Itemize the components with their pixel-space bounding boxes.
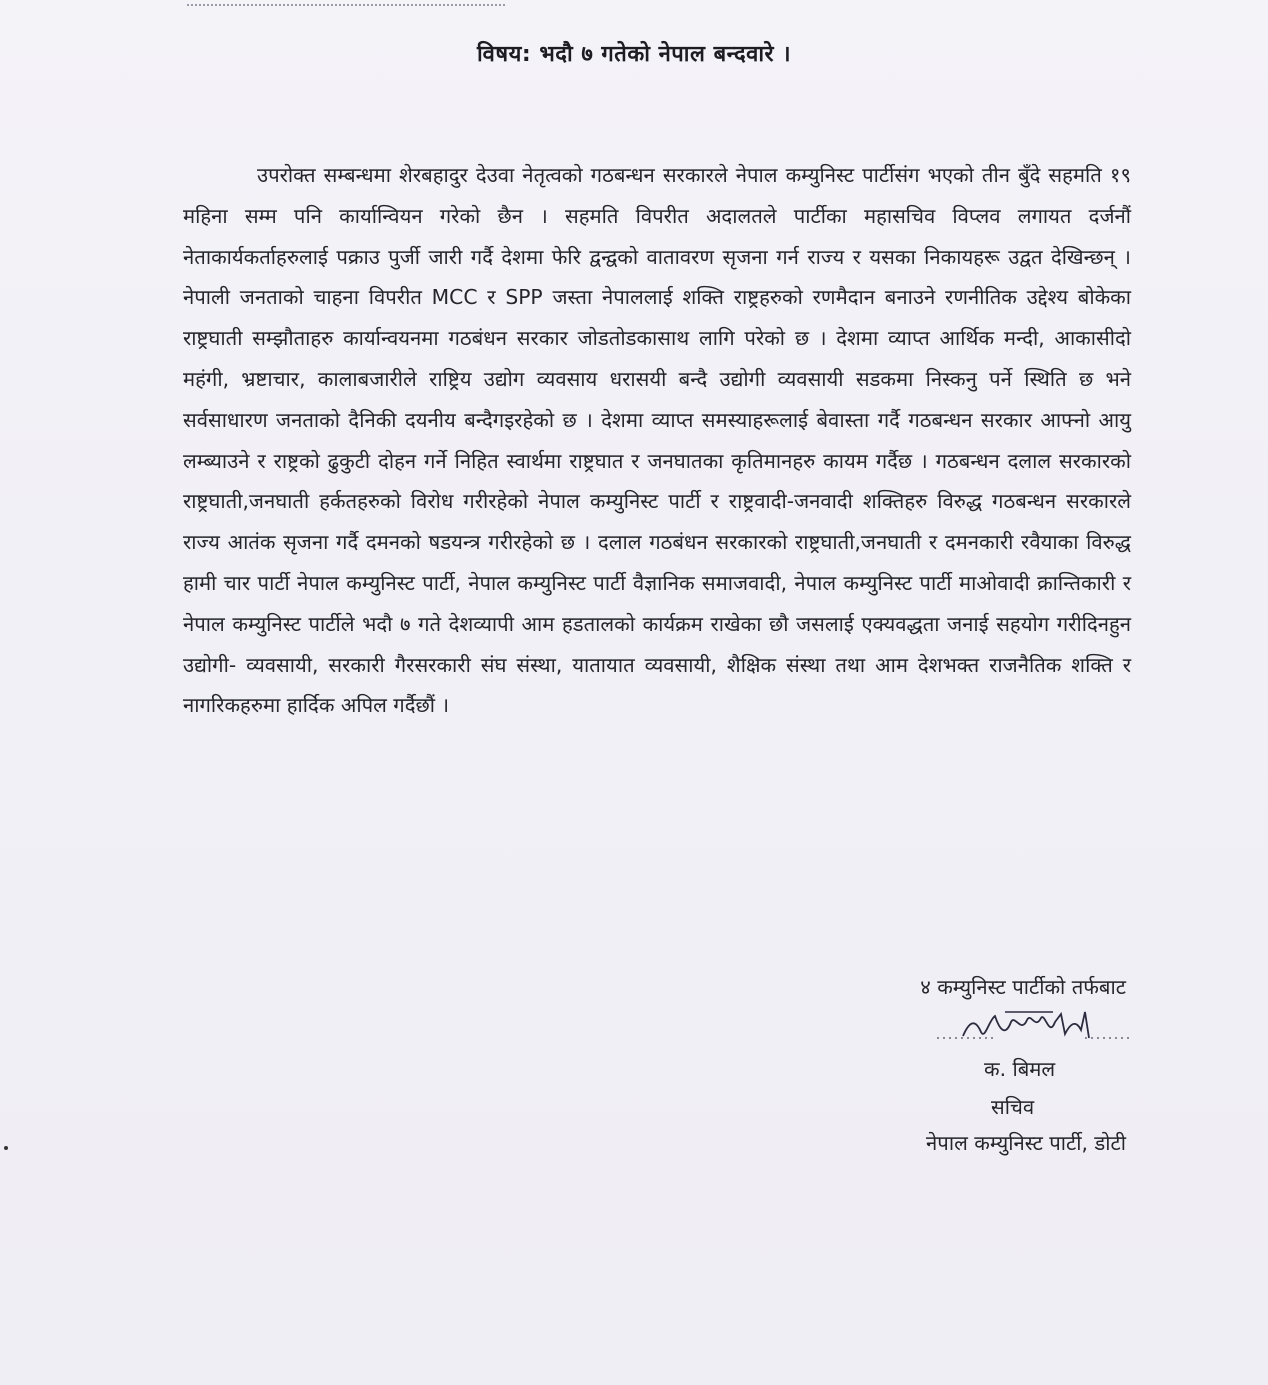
scan-edge-mark [4, 1146, 8, 1150]
signatory-title: सचिव [991, 1095, 1035, 1119]
signature-block [820, 972, 1130, 1172]
signatory-organization: नेपाल कम्युनिस्ट पार्टी, डोटी [926, 1131, 1126, 1155]
top-dotted-line [187, 0, 505, 6]
handwritten-signature [935, 1008, 1135, 1048]
on-behalf-line: ४ कम्युनिस्ट पार्टीको तर्फबाट [920, 975, 1126, 999]
signatory-name: क. बिमल [984, 1057, 1056, 1081]
letter-body: उपरोक्त सम्बन्धमा शेरबहादुर देउवा नेतृत्वको गठबन्धन सरकारले नेपाल कम्युनिस्ट पार्टीसंग भएको तीन बुँदे सहमति १९ महिना सम्म पनि कार्यान्वियन गरेको छैन । सहमति विपरीत अदालतले पार्टीका महासचिव विप्लव लगायत दर्जनौं नेताकार्यकर्ताहरुलाई पक्राउ पुर्जी जारी गर्दै देशमा फेरि द्वन्द्वको वातावरण सृजना गर्न राज्य र यसका निकायहरू उद्वत देखिन्छन् । नेपाली जनताको चाहना विपरीत MCC र SPP जस्ता नेपाललाई शक्ति राष्ट्रहरुको रणमैदान बनाउने रणनीतिक उद्देश्य बोकेका राष्ट्रघाती सम्झौताहरु कार्यान्वयनमा गठबंधन सरकार जोडतोडकासाथ लागि परेको छ । देशमा व्याप्त आर्थिक मन्दी, आकासीदो महंगी, भ्रष्टाचार, कालाबजारीले राष्ट्रिय उद्योग व्यवसाय धरासयी बन्दै उद्योगी व्यवसायी सडकमा निस्कनु पर्ने स्थिति छ भने सर्वसाधारण जनताको दैनिकी दयनीय बन्दैगइरहेको छ । देशमा व्याप्त समस्याहरूलाई बेवास्ता गर्दै गठबन्धन सरकार आफ्नो आयु लम्ब्याउने र राष्ट्रको ढुकुटी दोहन गर्ने निहित स्वार्थमा राष्ट्रघात र जनघातका कृतिमानहरु कायम गर्दैछ । गठबन्धन दलाल सरकारको राष्ट्रघाती,जनघाती हर्कतहरुको विरोध गरीरहेको नेपाल कम्युनिस्ट पार्टी र राष्ट्रवादी-जनवादी शक्तिहरु विरुद्ध गठबन्धन सरकारले राज्य आतंक सृजना गर्दै दमनको षडयन्त्र गरीरहेको छ । दलाल गठबंधन सरकारको राष्ट्रघाती,जनघाती र दमनकारी रवैयाका विरुद्ध हामी चार पार्टी नेपाल कम्युनिस्ट पार्टी, नेपाल कम्युनिस्ट पार्टी वैज्ञानिक समाजवादी, नेपाल कम्युनिस्ट पार्टी माओवादी क्रान्तिकारी र नेपाल कम्युनिस्ट पार्टीले भदौ ७ गते देशव्यापी आम हडतालको कार्यक्रम राखेका छौ जसलाई एक्यवद्धता जनाई सहयोग गरीदिनहुन उद्योगी- व्यवसायी, सरकारी गैरसरकारी संघ संस्था, यातायात व्यवसायी, शैक्षिक संस्था तथा आम देशभक्त राजनैतिक शक्ति र नागरिकहरुमा हार्दिक अपिल गर्दैछौं । [183, 163, 1131, 718]
letter-subject: विषय: भदौ ७ गतेको नेपाल बन्दवारे । [476, 42, 792, 67]
